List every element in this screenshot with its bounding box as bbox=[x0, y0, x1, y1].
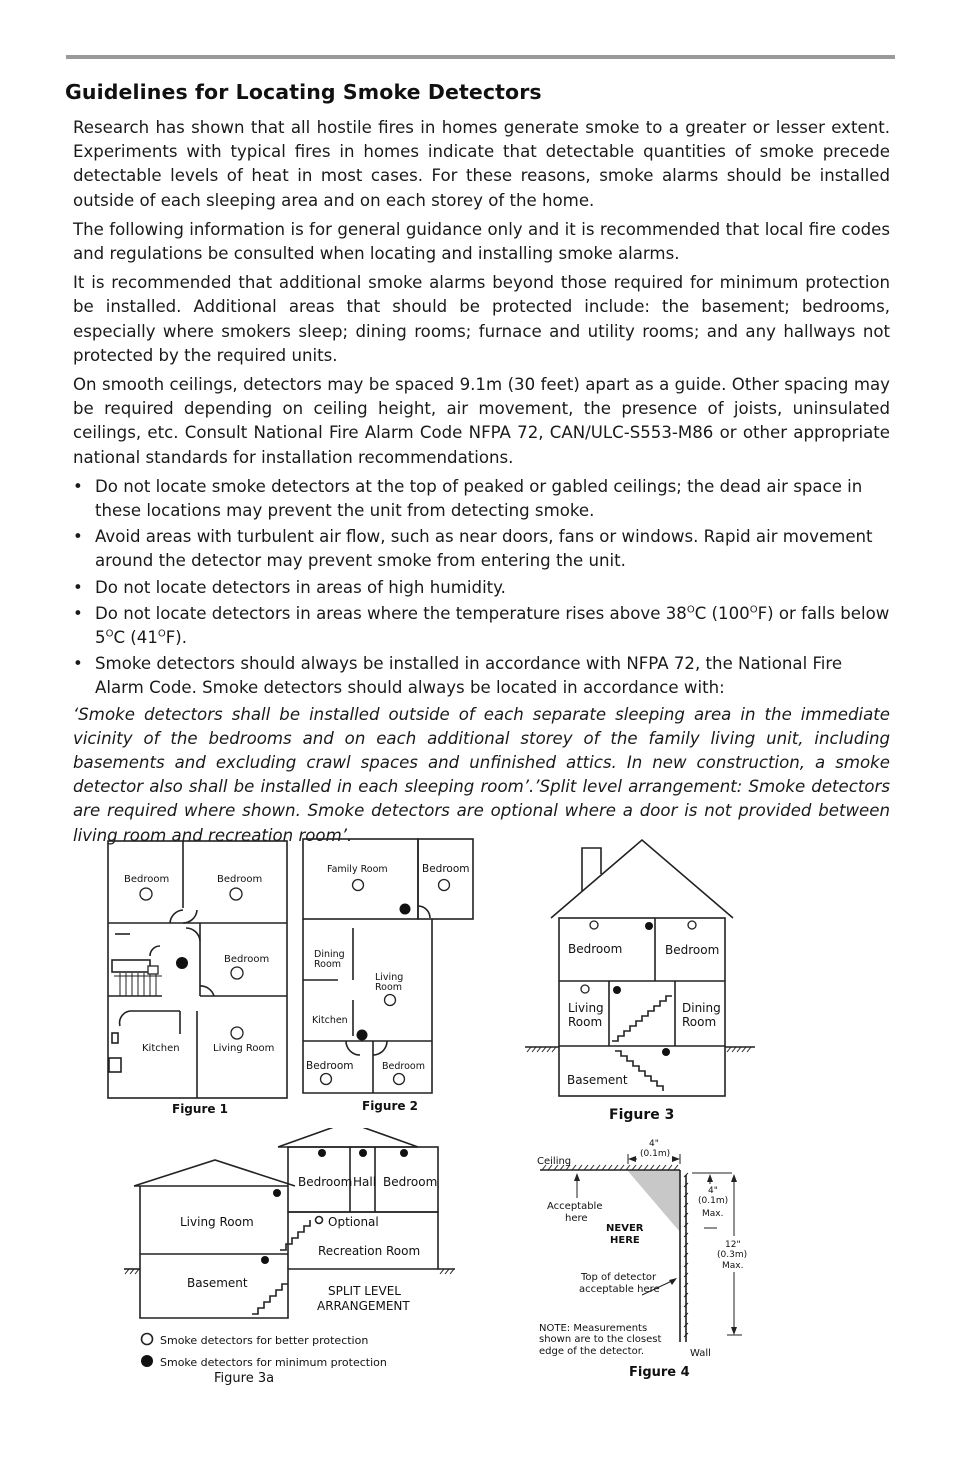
room-label: Room bbox=[314, 959, 342, 970]
figure-caption: Figure 3a bbox=[214, 1371, 275, 1386]
legend-open-icon bbox=[142, 1334, 153, 1345]
arrangement-label: SPLIT LEVEL bbox=[328, 1284, 401, 1298]
detector-min bbox=[400, 904, 411, 915]
figure-caption: Figure 3 bbox=[609, 1107, 675, 1123]
room-label: Bedroom bbox=[568, 942, 623, 956]
detector-min bbox=[273, 1189, 281, 1197]
note-text: shown are to the closest bbox=[539, 1334, 662, 1345]
arrangement-label: ARRANGEMENT bbox=[317, 1299, 410, 1313]
paragraph-research: Research has shown that all hostile fires in homes generate smoke to a greater or lesser extent. Experiments with typical fires in homes indicate that detectable quantities of smoke precede detectable levels of heat in most cases. For these reasons, smoke alarms should be installed outside of each sleeping area and on each storey of the home. bbox=[73, 118, 890, 210]
room-label: Family Room bbox=[327, 864, 388, 875]
list-item: • Avoid areas with turbulent air flow, such as near doors, fans or windows. Rapid air movement around the detector may prevent smoke from entering the unit. bbox=[73, 525, 890, 573]
detector-min bbox=[645, 922, 653, 930]
figure-caption: Figure 4 bbox=[629, 1365, 690, 1380]
room-label: Living bbox=[375, 972, 404, 983]
detector-min bbox=[359, 1149, 367, 1157]
guideline-list bbox=[73, 475, 890, 701]
detector-min bbox=[357, 1030, 368, 1041]
detector-min bbox=[176, 957, 188, 969]
room-label: Bedroom bbox=[217, 874, 263, 885]
dimension-label: (0.1m) bbox=[698, 1196, 729, 1206]
dimension-label: 12" bbox=[725, 1240, 741, 1250]
degree-mark: O bbox=[749, 604, 758, 616]
list-item: • Do not locate smoke detectors at the top of peaked or gabled ceilings; the dead air space in these locations may prevent the unit from detecting smoke. bbox=[73, 475, 890, 523]
paragraph-additional: It is recommended that additional smoke alarms beyond those required for minimum protection be installed. Additional areas that should be protected include: the basement; bedrooms, especially where smokers sleep; dining rooms; furnace and utility rooms; and any hallways not protected by the required units. bbox=[73, 273, 890, 365]
page-heading: Guidelines for Locating Smoke Detectors bbox=[65, 80, 542, 104]
detector-optional bbox=[316, 1217, 323, 1224]
temp-text-3: F) or falls below 5 bbox=[95, 603, 890, 648]
legend-better: Smoke detectors for better protection bbox=[160, 1334, 369, 1347]
room-label: Hall bbox=[353, 1175, 377, 1189]
room-label: Bedroom bbox=[665, 943, 720, 957]
room-label: Living Room bbox=[213, 1043, 275, 1054]
figure-caption: Figure 1 bbox=[172, 1102, 229, 1116]
legend-filled-icon bbox=[141, 1355, 153, 1367]
list-item: • Smoke detectors should always be installed in accordance with NFPA 72, the National Fire Alarm Code. Smoke detectors should always be located in accordance with: bbox=[73, 652, 890, 700]
figure-3-house-section bbox=[515, 836, 760, 1131]
room-label: Dining bbox=[314, 949, 345, 960]
detector-min bbox=[662, 1048, 670, 1056]
note-text: NOTE: Measurements bbox=[539, 1323, 648, 1334]
wall-label: Wall bbox=[690, 1348, 711, 1359]
room-label: Basement bbox=[187, 1276, 248, 1290]
never-label: NEVER bbox=[606, 1223, 644, 1234]
room-label: Room bbox=[375, 982, 403, 993]
room-label: Room bbox=[682, 1015, 717, 1029]
legend-minimum: Smoke detectors for minimum protection bbox=[160, 1356, 387, 1369]
figure-2-floor-plan bbox=[298, 836, 483, 1126]
acceptable-label: Acceptable bbox=[547, 1201, 603, 1212]
degree-mark: O bbox=[686, 604, 695, 616]
room-label: Bedroom bbox=[306, 1060, 354, 1072]
room-label: Bedroom bbox=[298, 1175, 353, 1189]
room-label: Bedroom bbox=[224, 954, 270, 965]
room-label: Living bbox=[568, 1001, 604, 1015]
temp-text-4: C (41 bbox=[113, 628, 158, 648]
room-label: Kitchen bbox=[312, 1015, 348, 1026]
room-label: Bedroom bbox=[383, 1175, 438, 1189]
dimension-label: Max. bbox=[702, 1209, 724, 1219]
room-label: Bedroom bbox=[124, 874, 170, 885]
dimension-label: (0.1m) bbox=[640, 1149, 671, 1159]
temp-text-1: Do not locate detectors in areas where the temperature rises above 38 bbox=[95, 603, 687, 623]
dimension-label: (0.3m) bbox=[717, 1250, 748, 1260]
room-label: Living Room bbox=[180, 1215, 254, 1229]
dimension-label: 4" bbox=[649, 1139, 659, 1149]
figure-3a-split-level bbox=[120, 1128, 465, 1390]
detector-min bbox=[318, 1149, 326, 1157]
top-detector-label: Top of detector bbox=[581, 1272, 657, 1283]
never-label: HERE bbox=[610, 1235, 640, 1246]
detector-min bbox=[400, 1149, 408, 1157]
code-quote: ‘Smoke detectors shall be installed outside of each separate sleeping area in the immediate vicinity of the bedrooms and on each additional storey of the family living unit, including basements and excluding crawl spaces and unfinished attics. In new construction, a smoke detector also shall be installed in each sleeping room’.’Split level arrangement: Smoke detectors are required where shown. Smoke detectors are optional where a door is not provided between living room and recreation room’. bbox=[73, 704, 890, 845]
temp-text-2: C (100 bbox=[694, 603, 750, 623]
room-label: Dining bbox=[682, 1001, 721, 1015]
degree-mark: O bbox=[157, 628, 166, 640]
ceiling-label: Ceiling bbox=[537, 1156, 572, 1167]
room-label: Kitchen bbox=[142, 1043, 180, 1054]
temp-text-5: F). bbox=[165, 628, 188, 648]
room-label: Bedroom bbox=[422, 863, 470, 875]
figure-4-ceiling-placement bbox=[532, 1132, 757, 1384]
paragraph-guidance: The following information is for general guidance only and it is recommended that local fire codes and regulations be consulted when locating and installing smoke alarms. bbox=[73, 219, 890, 264]
figure-1-floor-plan bbox=[100, 836, 295, 1126]
top-rule bbox=[66, 55, 895, 59]
room-label: Basement bbox=[567, 1073, 628, 1087]
room-label: Recreation Room bbox=[318, 1244, 421, 1258]
top-detector-label: acceptable here bbox=[579, 1284, 660, 1295]
room-label: Bedroom bbox=[382, 1061, 425, 1072]
dimension-label: 4" bbox=[708, 1186, 718, 1196]
figure-caption: Figure 2 bbox=[362, 1099, 419, 1113]
list-item bbox=[73, 602, 890, 650]
dimension-label: Max. bbox=[722, 1261, 744, 1271]
room-label: Room bbox=[568, 1015, 603, 1029]
room-label: Optional bbox=[328, 1215, 379, 1229]
note-text: edge of the detector. bbox=[539, 1346, 645, 1357]
detector-min bbox=[261, 1256, 269, 1264]
degree-mark: O bbox=[105, 628, 114, 640]
list-item: • Do not locate detectors in areas of high humidity. bbox=[73, 576, 890, 600]
detector-min bbox=[613, 986, 621, 994]
acceptable-label: here bbox=[565, 1213, 588, 1224]
body-text bbox=[73, 116, 890, 848]
paragraph-spacing: On smooth ceilings, detectors may be spaced 9.1m (30 feet) apart as a guide. Other spacing may be required depending on ceiling height, air movement, the presence of joists, uninsulated ceilings, etc. Consult National Fire Alarm Code NFPA 72, CAN/ULC-S553-M86 or other appropriate national standards for installation recommendations. bbox=[73, 375, 890, 467]
